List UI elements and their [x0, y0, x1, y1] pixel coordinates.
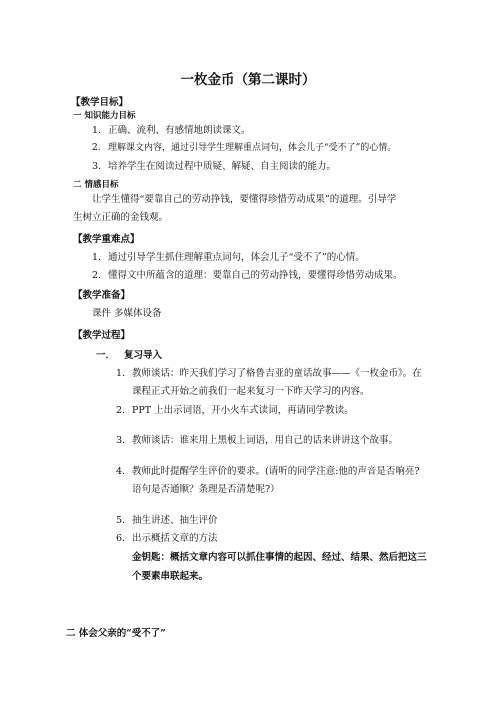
item-number: 3.: [116, 435, 126, 446]
item-text: 教师此时提醒学生评价的要求。(请听的同学注意:他的声音是否响亮?: [132, 466, 420, 477]
emotion-line: 让学生懂得“要靠自己的劳动挣钱，要懂得珍惜劳动成果”的道理。引导学: [92, 194, 397, 205]
preparation-text: 课件 多媒体设备: [92, 308, 162, 319]
item-text: 出示概括文章的方法: [132, 533, 218, 544]
item-text: 抽生讲述、抽生评价: [132, 515, 218, 526]
document-title: 一枚金币（第二课时）: [180, 72, 316, 88]
process-heading: 【教学过程】: [73, 330, 131, 341]
knowledge-item: [92, 160, 336, 173]
keypoint-item: [92, 251, 365, 264]
process-item: [116, 514, 218, 527]
item-number: 3.: [92, 161, 102, 172]
tip-line: 金钥匙：概括文章内容可以抓住事情的起因、经过、结果、然后把这三: [132, 552, 427, 563]
emotion-heading: 二 情感目标: [73, 180, 119, 190]
emotion-line: 生树立正确的金钱观。: [73, 212, 169, 223]
item-text: 通过引导学生抓住理解重点词句，体会儿子“受不了”的心情。: [108, 252, 365, 263]
preparation-heading: 【教学准备】: [73, 290, 131, 301]
objectives-heading: 【教学目标】: [71, 97, 129, 108]
item-text: 教师谈话：昨天我们学习了格鲁吉亚的童话故事——《一枚金币》。在: [132, 368, 422, 379]
process-item: [116, 404, 354, 417]
knowledge-heading: 一 知识能力目标: [73, 111, 136, 121]
item-number: 2.: [116, 405, 126, 416]
item-text: 培养学生在阅读过程中质疑、解疑、自主阅读的能力。: [108, 161, 337, 172]
item-text: 理解课文内容，通过引导学生理解重点词句，体会儿子“受不了”的心情。: [108, 143, 397, 153]
knowledge-item: [92, 124, 251, 137]
process-item: [116, 434, 398, 447]
process-item-continued: 课程正式开始之前我们一起来复习一下昨天学习的内容。: [132, 386, 370, 397]
item-text: 懂得文中所蕴含的道理：要靠自己的劳动挣钱，要懂得珍惜劳动成果。: [108, 270, 403, 281]
process-item-continued: 语句是否通顺？条理是否清楚呢?）: [132, 484, 280, 495]
tip-line: 个要素串联起来。: [132, 571, 209, 582]
knowledge-item: [92, 142, 396, 155]
section-label: 复习导入: [124, 350, 163, 361]
process-item: [116, 465, 420, 478]
item-text: 教师谈话：谁来用上黑板上词语，用自己的话来讲讲这个故事。: [132, 435, 399, 446]
process-item: [116, 532, 218, 545]
section-heading: 二 体会父亲的“受不了”: [66, 628, 166, 639]
item-number: 1.: [116, 368, 126, 379]
keypoint-item: [92, 269, 403, 282]
item-text: 正确、流利、有感情地朗读课文。: [108, 125, 251, 136]
item-number: 5.: [116, 515, 126, 526]
item-number: 2.: [92, 143, 101, 153]
keypoints-heading: 【教学重难点】: [73, 234, 140, 245]
section-heading: [96, 349, 162, 362]
item-number: 4.: [116, 466, 126, 477]
process-item: [116, 367, 422, 380]
section-number: 一．: [96, 350, 116, 361]
item-number: 2.: [92, 270, 102, 281]
item-number: 1.: [92, 125, 102, 136]
item-text: PPT 上出示词语，开小火车式读词，再请同学教读。: [132, 405, 354, 416]
item-number: 6.: [116, 533, 126, 544]
item-number: 1.: [92, 252, 102, 263]
